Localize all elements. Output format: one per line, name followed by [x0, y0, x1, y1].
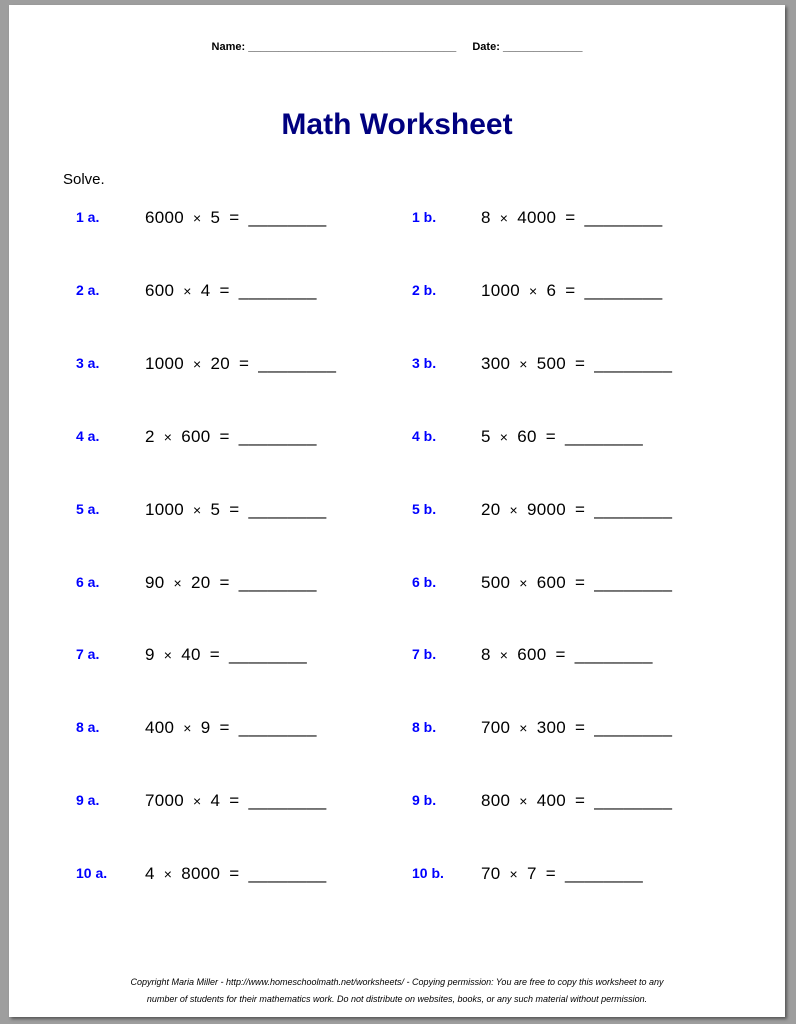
instructions: Solve. — [63, 171, 105, 188]
problem-number: 7 b. — [412, 646, 437, 663]
operand-right: 400 — [536, 791, 567, 811]
operand-left: 7000 — [145, 791, 185, 811]
problem-expression — [145, 791, 327, 811]
worksheet-page — [9, 5, 785, 1017]
problem-number: 5 b. — [412, 500, 437, 517]
answer-blank[interactable]: ________ — [574, 645, 653, 665]
equals-sign: = — [229, 499, 240, 519]
operand-right: 20 — [191, 572, 211, 592]
operand-left: 9 — [145, 645, 155, 665]
problem-expression — [145, 645, 307, 665]
problem-expression — [145, 500, 327, 520]
footer-line-1: Copyright Maria Miller - http://www.homeschoolmath.net/worksheets/ - Copying permission: You are free to copy this worksheet to any — [130, 977, 664, 987]
problem-number: 10 a. — [76, 865, 108, 882]
times-sign: × — [499, 647, 509, 664]
operand-right: 600 — [181, 426, 211, 446]
answer-blank[interactable]: ________ — [248, 208, 327, 227]
operand-right: 5 — [210, 499, 221, 519]
problem-expression — [481, 427, 643, 447]
problem-b-4 — [412, 428, 742, 452]
problem-number: 4 b. — [412, 427, 437, 444]
problem-expression — [481, 718, 672, 738]
operand-right: 300 — [536, 718, 567, 738]
times-sign: × — [193, 355, 202, 372]
equals-sign: = — [545, 864, 556, 884]
problem-b-9 — [412, 792, 742, 816]
operand-left: 20 — [481, 499, 501, 519]
answer-blank[interactable]: ________ — [584, 280, 663, 300]
problem-number: 9 b. — [412, 792, 437, 809]
equals-sign: = — [565, 208, 576, 227]
operand-right: 8000 — [181, 864, 221, 884]
equals-sign: = — [239, 353, 250, 373]
operand-right: 7 — [527, 864, 537, 884]
equals-sign: = — [229, 791, 240, 811]
problem-expression — [145, 573, 317, 593]
operand-left: 800 — [481, 791, 511, 811]
operand-right: 4 — [210, 791, 221, 811]
equals-sign: = — [209, 645, 220, 665]
operand-right: 4000 — [517, 208, 557, 227]
problem-expression — [481, 791, 672, 811]
operand-right: 600 — [517, 645, 547, 665]
equals-sign: = — [565, 280, 576, 300]
answer-blank[interactable]: ________ — [248, 499, 327, 519]
equals-sign: = — [229, 208, 240, 227]
problem-number: 2 b. — [412, 281, 437, 298]
problem-number: 10 b. — [412, 865, 444, 882]
problem-expression — [481, 645, 653, 665]
times-sign: × — [183, 282, 192, 299]
operand-right: 40 — [181, 645, 201, 665]
operand-right: 600 — [536, 572, 567, 592]
problem-a-9 — [76, 792, 406, 816]
problem-a-3 — [76, 355, 406, 379]
problem-number: 3 b. — [412, 354, 437, 371]
problem-b-1 — [412, 209, 742, 233]
problem-number: 8 a. — [76, 719, 100, 736]
times-sign: × — [509, 866, 518, 883]
problem-a-1 — [76, 209, 406, 233]
problem-a-10 — [76, 865, 406, 889]
problem-a-5 — [76, 501, 406, 525]
problem-expression — [145, 281, 317, 301]
operand-left: 8 — [481, 208, 491, 227]
answer-blank[interactable]: ________ — [229, 645, 308, 665]
times-sign: × — [519, 355, 528, 372]
equals-sign: = — [229, 864, 240, 884]
problem-number: 1 a. — [76, 209, 100, 225]
times-sign: × — [163, 866, 173, 883]
operand-right: 6 — [546, 280, 557, 300]
operand-right: 9 — [200, 718, 211, 738]
problem-number: 2 a. — [76, 281, 100, 298]
operand-right: 4 — [200, 280, 211, 300]
operand-left: 6000 — [145, 208, 185, 227]
equals-sign: = — [219, 718, 230, 738]
problem-number: 5 a. — [76, 500, 100, 517]
equals-sign: = — [575, 353, 586, 373]
problem-a-2 — [76, 282, 406, 306]
problem-a-7 — [76, 646, 406, 670]
problem-b-10 — [412, 865, 742, 889]
times-sign: × — [519, 574, 528, 591]
operand-left: 90 — [145, 572, 165, 592]
name-label: Name: — [211, 41, 246, 53]
answer-blank[interactable]: ________ — [584, 208, 663, 227]
equals-sign: = — [555, 645, 566, 665]
answer-blank[interactable]: ________ — [594, 572, 673, 592]
problem-b-3 — [412, 355, 742, 379]
problem-expression — [481, 500, 672, 520]
operand-left: 4 — [145, 864, 155, 884]
answer-blank[interactable]: ________ — [248, 864, 327, 884]
answer-blank[interactable]: ________ — [565, 426, 644, 446]
problem-number: 8 b. — [412, 719, 437, 736]
footer-line-2: number of students for their mathematics work. Do not distribute on websites, books, or any such material without permission. — [146, 994, 648, 1004]
operand-left: 1000 — [481, 280, 521, 300]
times-sign: × — [519, 720, 528, 737]
operand-right: 500 — [536, 353, 567, 373]
problem-expression — [145, 718, 317, 738]
problem-expression — [145, 354, 336, 374]
answer-blank[interactable]: ________ — [238, 426, 317, 446]
times-sign: × — [163, 428, 173, 445]
answer-blank[interactable]: ________ — [594, 718, 673, 738]
problem-number: 1 b. — [412, 209, 437, 225]
problem-b-7 — [412, 646, 742, 670]
operand-left: 70 — [481, 864, 501, 884]
operand-left: 1000 — [145, 353, 185, 373]
operand-left: 5 — [481, 426, 491, 446]
problem-b-2 — [412, 282, 742, 306]
operand-right: 20 — [210, 353, 231, 373]
answer-blank[interactable]: ________ — [238, 572, 317, 592]
operand-left: 2 — [145, 426, 155, 446]
equals-sign: = — [575, 718, 586, 738]
operand-left: 400 — [145, 718, 175, 738]
problem-number: 6 a. — [76, 573, 100, 590]
answer-blank[interactable]: ________ — [594, 353, 673, 373]
times-sign: × — [499, 210, 509, 226]
page-title: Math Worksheet — [281, 108, 513, 141]
operand-left: 8 — [481, 645, 491, 665]
equals-sign: = — [575, 791, 586, 811]
times-sign: × — [529, 282, 538, 299]
equals-sign: = — [575, 499, 586, 519]
problem-a-8 — [76, 719, 406, 743]
problem-b-8 — [412, 719, 742, 743]
problem-expression — [145, 864, 327, 884]
problem-number: 3 a. — [76, 354, 100, 371]
answer-blank[interactable]: ________ — [594, 499, 673, 519]
problem-expression — [481, 281, 663, 301]
problem-number: 6 b. — [412, 573, 437, 590]
problem-expression — [481, 208, 663, 228]
problem-expression — [481, 864, 643, 884]
equals-sign: = — [219, 426, 230, 446]
operand-right: 5 — [210, 208, 221, 227]
equals-sign: = — [575, 572, 586, 592]
problem-expression — [481, 573, 672, 593]
problem-b-5 — [412, 501, 742, 525]
operand-left: 500 — [481, 572, 511, 592]
problem-number: 7 a. — [76, 646, 100, 663]
operand-left: 1000 — [145, 499, 185, 519]
problem-expression — [145, 208, 327, 228]
answer-blank[interactable]: ________ — [258, 353, 337, 373]
answer-blank[interactable]: ________ — [238, 718, 317, 738]
operand-right: 60 — [517, 426, 537, 446]
equals-sign: = — [545, 426, 556, 446]
date-label: Date: — [472, 41, 500, 53]
times-sign: × — [193, 793, 202, 810]
problem-number: 4 a. — [76, 427, 100, 444]
operand-right: 9000 — [527, 499, 567, 519]
problem-a-6 — [76, 574, 406, 598]
answer-blank[interactable]: ________ — [238, 280, 317, 300]
copyright-footer — [9, 974, 785, 1008]
header-line — [9, 41, 785, 53]
answer-blank[interactable]: ________ — [565, 864, 644, 884]
problem-number: 9 a. — [76, 792, 100, 809]
times-sign: × — [163, 647, 173, 664]
operand-left: 600 — [145, 280, 175, 300]
equals-sign: = — [219, 572, 230, 592]
problem-expression — [145, 427, 317, 447]
problem-a-4 — [76, 428, 406, 452]
date-blank: _____________ — [502, 41, 583, 53]
times-sign: × — [193, 210, 202, 226]
answer-blank[interactable]: ________ — [594, 791, 673, 811]
times-sign: × — [173, 574, 182, 591]
answer-blank[interactable]: ________ — [248, 791, 327, 811]
times-sign: × — [519, 793, 528, 810]
equals-sign: = — [219, 280, 230, 300]
operand-left: 300 — [481, 353, 511, 373]
times-sign: × — [183, 720, 192, 737]
times-sign: × — [193, 501, 202, 518]
times-sign: × — [499, 428, 509, 445]
problem-b-6 — [412, 574, 742, 598]
operand-left: 700 — [481, 718, 511, 738]
times-sign: × — [509, 501, 518, 518]
problem-expression — [481, 354, 672, 374]
name-blank: __________________________________ — [248, 41, 457, 53]
